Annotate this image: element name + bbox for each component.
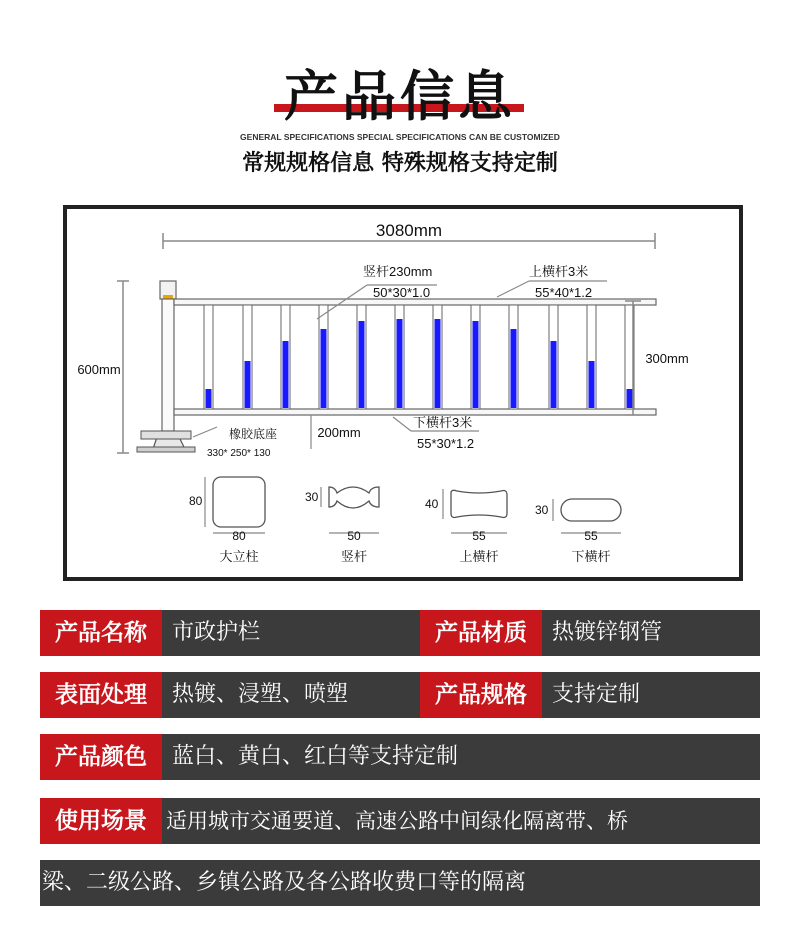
profile-post-name: 大立柱 — [219, 549, 259, 564]
spec-row-usage — [40, 798, 760, 844]
vertical-bar-blue-fill — [511, 329, 517, 408]
vertical-bar-spec: 50*30*1.0 — [373, 285, 431, 300]
page-title: 产品信息 — [284, 65, 516, 128]
profile-upper-width: 55 — [472, 529, 486, 543]
base-label: 橡胶底座 — [229, 427, 278, 441]
total-length-label: 3080mm — [375, 221, 443, 240]
vertical-bar-blue-fill — [397, 319, 403, 408]
profile-bar-width: 50 — [347, 529, 361, 543]
profile-vertical-bar — [305, 487, 379, 564]
base-spec: 330* 250* 130 — [207, 448, 271, 459]
profile-post-height: 80 — [189, 494, 203, 508]
spec-usage-value: 适用城市交通要道、高速公路中间绿化隔离带、桥 — [166, 809, 628, 833]
spec-material-value: 热镀锌钢管 — [552, 620, 663, 645]
spec-color-value: 蓝白、黄白、红白等支持定制 — [172, 744, 459, 769]
vertical-bar-blue-fill — [359, 321, 365, 408]
profile-upper-name: 上横杆 — [459, 549, 499, 564]
profile-lower-width: 55 — [584, 529, 598, 543]
height-label: 600mm — [77, 362, 121, 377]
spec-name-label: 产品名称 — [40, 610, 162, 656]
vertical-bars — [204, 305, 634, 409]
profile-lower-name: 下横杆 — [571, 549, 611, 564]
spec-row-size — [420, 672, 760, 718]
upper-rail-spec: 55*40*1.2 — [535, 285, 593, 300]
vertical-bar-blue-fill — [283, 341, 289, 408]
spec-row-material — [420, 610, 760, 656]
profile-upper-rail — [425, 489, 507, 564]
profile-bar-height: 30 — [305, 490, 319, 504]
profile-post — [189, 477, 265, 564]
spec-row-surface — [40, 672, 420, 718]
spec-surface-label: 表面处理 — [40, 672, 162, 718]
spec-row-name — [40, 610, 420, 656]
guardrail-diagram — [63, 205, 743, 581]
profile-post-width: 80 — [232, 529, 246, 543]
spec-usage-continued: 梁、二级公路、乡镇公路及各公路收费口等的隔离 — [40, 860, 760, 906]
vertical-bar-blue-fill — [321, 329, 327, 408]
profile-upper-height: 40 — [425, 497, 439, 511]
profile-bar-name: 竖杆 — [340, 549, 368, 564]
vertical-bar-label: 竖杆230mm — [363, 264, 433, 279]
spec-material-label: 产品材质 — [420, 610, 542, 656]
main-post — [137, 281, 195, 452]
vertical-bar-blue-fill — [589, 361, 595, 408]
spec-size-value: 支持定制 — [552, 682, 641, 707]
title-block — [0, 48, 800, 128]
profile-lower-rail — [535, 499, 621, 564]
subtitle-chinese: 常规规格信息 特殊规格支持定制 — [242, 151, 558, 176]
vertical-bar-blue-fill — [551, 341, 557, 408]
vertical-bar-blue-fill — [245, 361, 251, 408]
spec-name-value: 市政护栏 — [172, 620, 261, 645]
spec-row-color — [40, 734, 760, 780]
vertical-bar-blue-fill — [473, 321, 479, 408]
subtitle-english: GENERAL SPECIFICATIONS SPECIAL SPECIFICATIONS CAN BE CUSTOMIZED — [240, 132, 560, 142]
lower-rail-spec: 55*30*1.2 — [417, 436, 475, 451]
lower-rail-label: 下横杆3米 — [413, 415, 473, 430]
spec-surface-value: 热镀、浸塑、喷塑 — [172, 682, 349, 707]
panel-height-label: 300mm — [645, 351, 689, 366]
vertical-bar-blue-fill — [206, 389, 212, 408]
upper-rail-label: 上横杆3米 — [529, 264, 589, 279]
spec-color-label: 产品颜色 — [40, 734, 162, 780]
vertical-bar-blue-fill — [435, 319, 441, 408]
spec-size-label: 产品规格 — [420, 672, 542, 718]
profile-lower-height: 30 — [535, 503, 549, 517]
ground-gap-label: 200mm — [317, 425, 361, 440]
spec-usage-label: 使用场景 — [40, 798, 162, 844]
vertical-bar-blue-fill — [627, 389, 633, 408]
guardrail-drawing — [67, 209, 739, 577]
